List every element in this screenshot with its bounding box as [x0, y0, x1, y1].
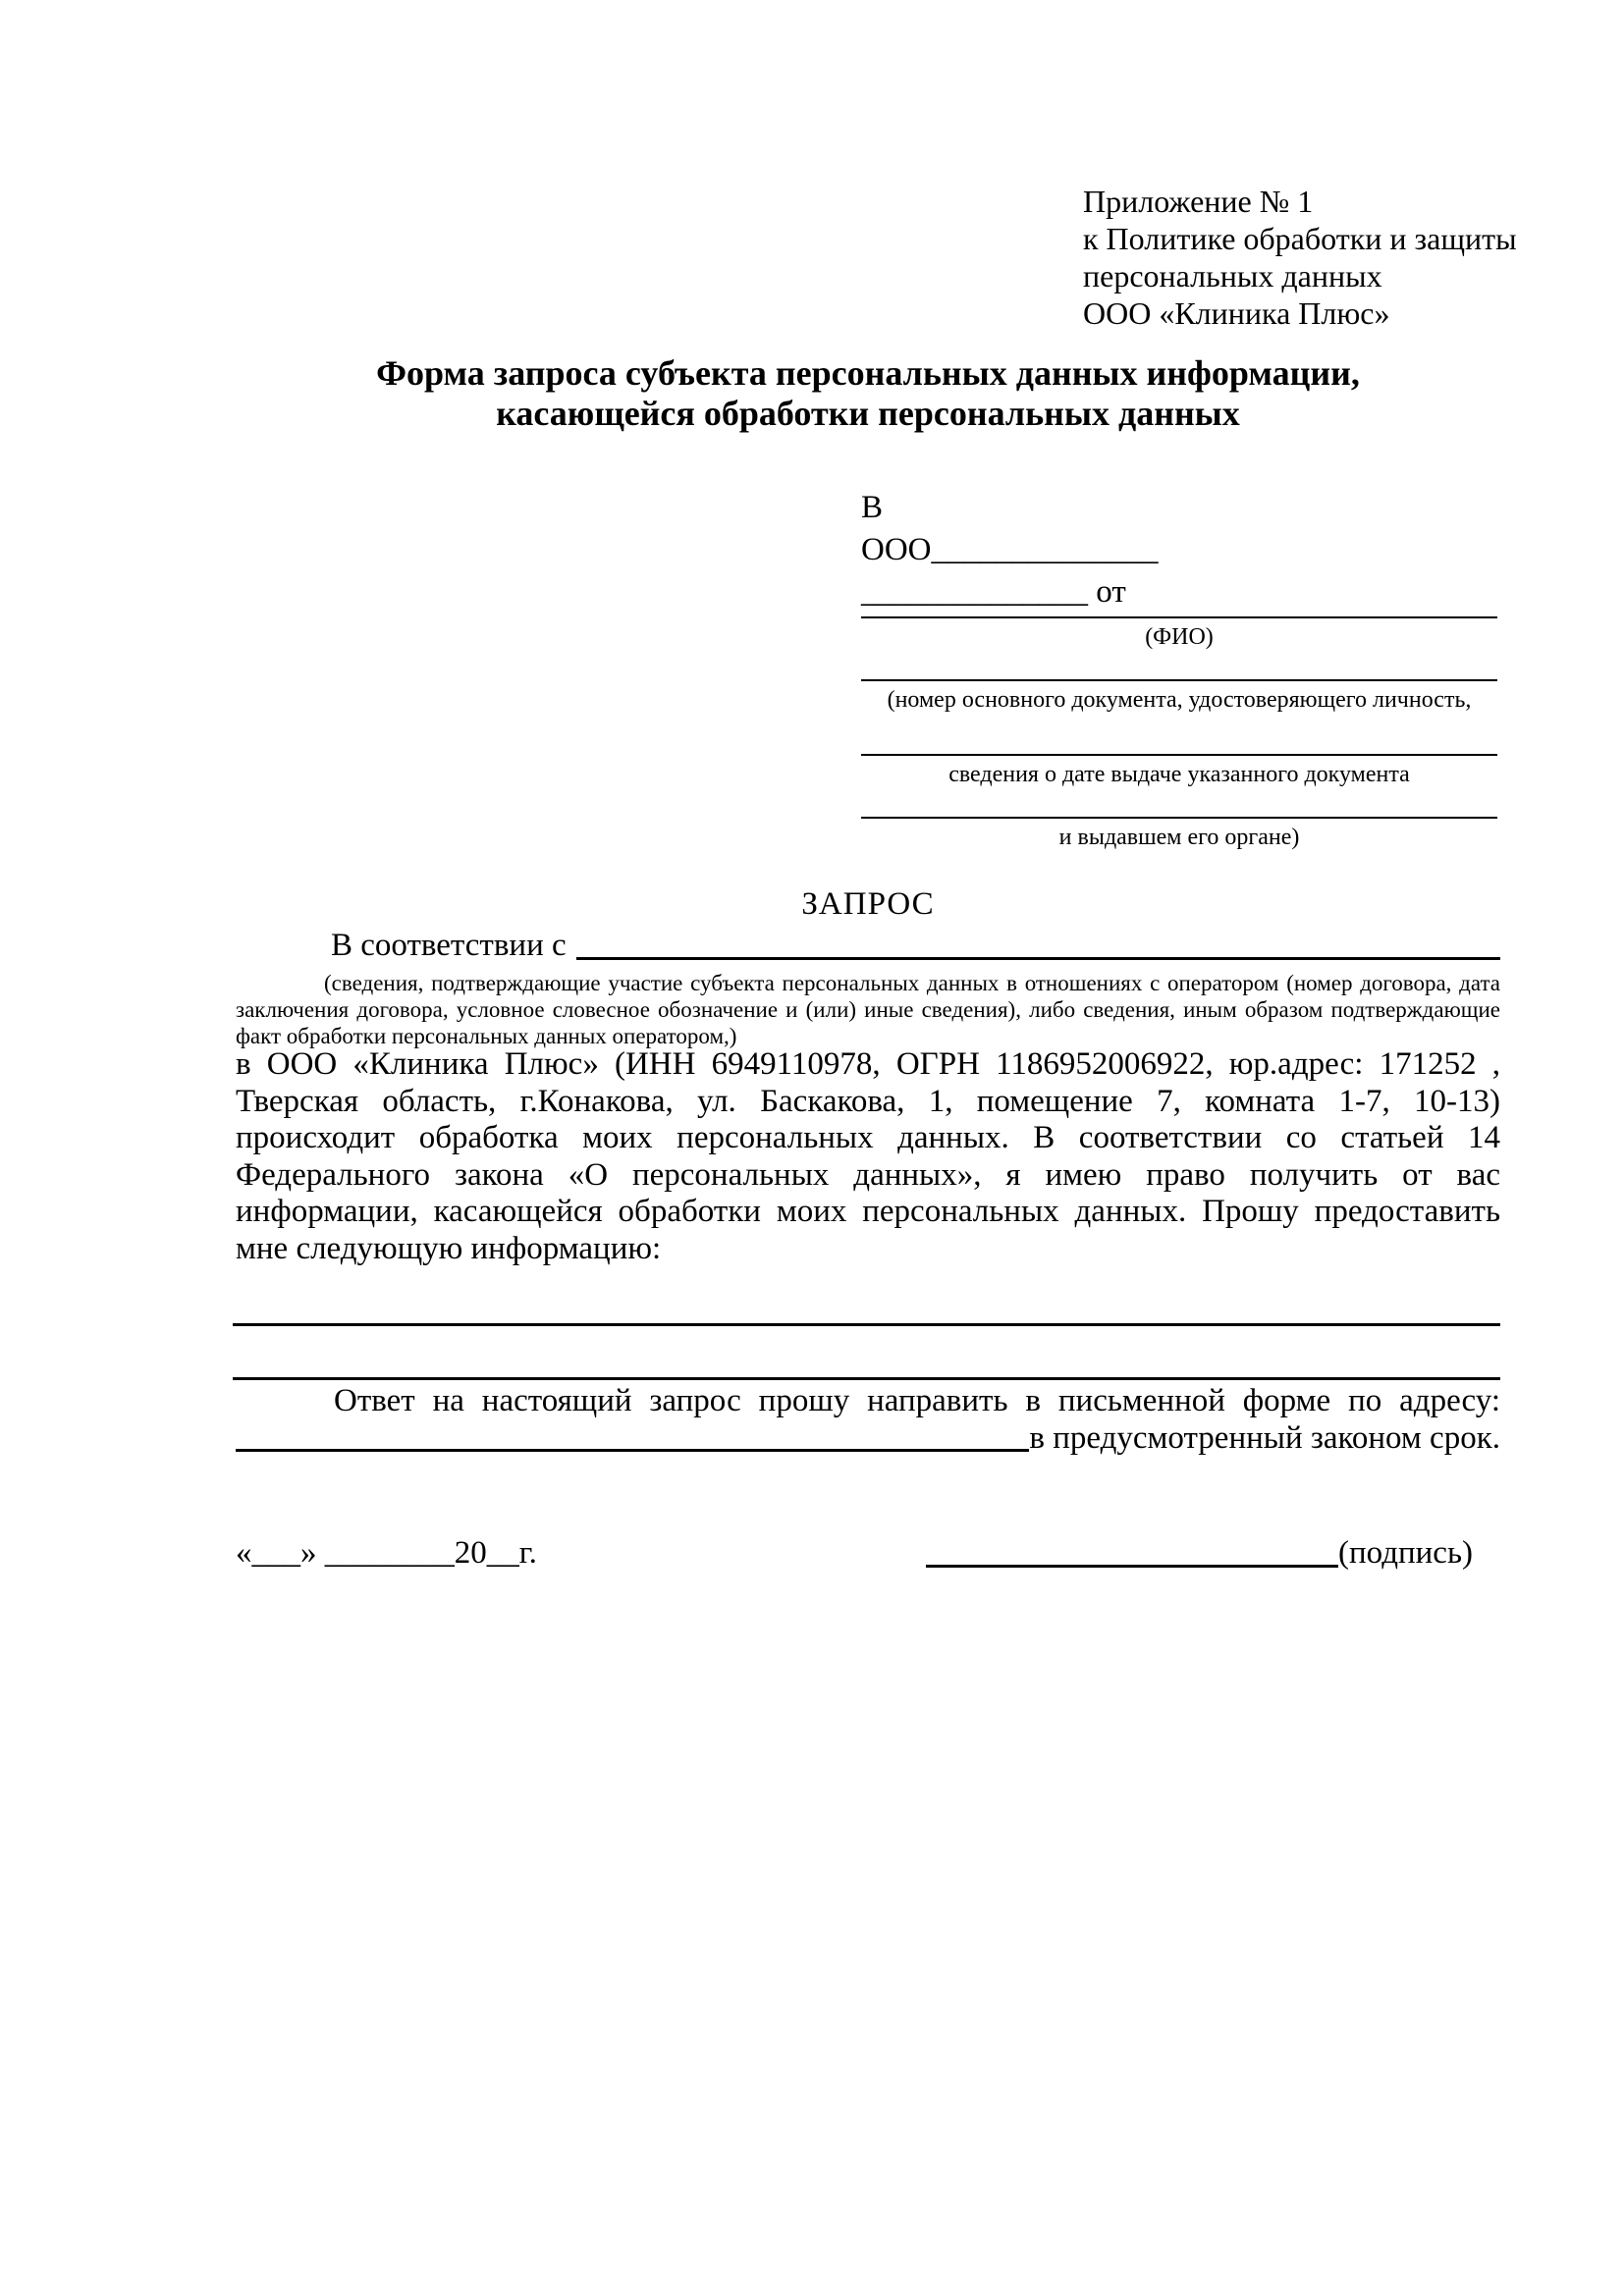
signature-blank-line — [926, 1565, 1338, 1568]
sender-blank-field: ______________ — [861, 574, 1088, 610]
addressee-from-line — [861, 571, 1497, 614]
issue-date-blank-line — [861, 754, 1497, 756]
org-prefix: ООО — [861, 532, 932, 567]
issuing-organ-caption: и выдавшем его органе) — [1058, 825, 1300, 850]
identity-doc-field — [861, 679, 1497, 738]
request-heading: ЗАПРОС — [801, 886, 935, 922]
intro-blank-line — [576, 957, 1500, 960]
document-title — [236, 353, 1500, 434]
body-paragraph: в ООО «Клиника Плюс» (ИНН 6949110978, ОГРН 1186952006922, юр.адрес: 171252 , Тверская область, г.Конакова, ул. Баскакова, 1, помещение 7, комната 1-7, 10-13) происходит обработка моих персональных данных. В соответствии со статьей 14 Федерального закона «О персональных данных», я имею право получить от вас информации, касающейся обработки моих персональных данных. Прошу предоставить мне следующую информацию: — [236, 1046, 1500, 1266]
reply-address-blank-row — [236, 1419, 1500, 1457]
title-line-1: Форма запроса субъекта персональных данных информации, — [376, 353, 1360, 393]
intro-line — [236, 926, 1500, 965]
fio-caption: (ФИО) — [1145, 624, 1214, 650]
signature-group — [926, 1533, 1473, 1573]
info-blank-line-2 — [233, 1377, 1500, 1380]
reply-address-blank-line — [236, 1449, 1029, 1452]
addressee-to: В — [861, 490, 884, 525]
fine-print-note: (сведения, подтверждающие участие субъекта персональных данных в отношениях с оператором (номер договора, дата заключения договора, условное словесное обозначение и (или) иные сведения), либо сведения, иным образом подтверждающие факт обработки персональных данных оператором,) — [236, 971, 1500, 1048]
title-line-2: касающейся обработки персональных данных — [496, 394, 1240, 433]
issue-date-caption: сведения о дате выдаче указанного документа — [948, 762, 1410, 787]
issuing-organ-field — [861, 817, 1497, 876]
addressee-org-line — [861, 529, 1497, 571]
appendix-line: Приложение № 1 — [1083, 184, 1314, 219]
date-blank-field: «___» ________20__г. — [236, 1535, 537, 1571]
info-blank-line-1 — [233, 1323, 1500, 1326]
from-word: от — [1096, 574, 1126, 610]
intro-prefix: В соответствии с — [331, 928, 567, 963]
signature-caption: (подпись) — [1338, 1535, 1473, 1571]
reply-address-line: Ответ на настоящий запрос прошу направить в письменной форме по адресу: — [334, 1383, 1500, 1418]
appendix-line: ООО «Клиника Плюс» — [1083, 295, 1390, 331]
fio-field — [861, 616, 1497, 675]
identity-doc-caption: (номер основного документа, удостоверяющего личность, — [887, 687, 1472, 713]
addressee-block — [861, 487, 1497, 614]
issue-date-field — [861, 754, 1497, 813]
reply-tail-text: в предусмотренный законом срок. — [1029, 1420, 1500, 1456]
org-blank-field: ______________ — [931, 532, 1159, 567]
fio-blank-line — [861, 616, 1497, 618]
appendix-block — [1083, 183, 1517, 332]
signoff-row — [236, 1533, 1500, 1573]
appendix-line: к Политике обработки и защиты — [1083, 221, 1517, 256]
appendix-line: персональных данных — [1083, 258, 1382, 294]
identity-doc-blank-line — [861, 679, 1497, 681]
issuing-organ-blank-line — [861, 817, 1497, 819]
